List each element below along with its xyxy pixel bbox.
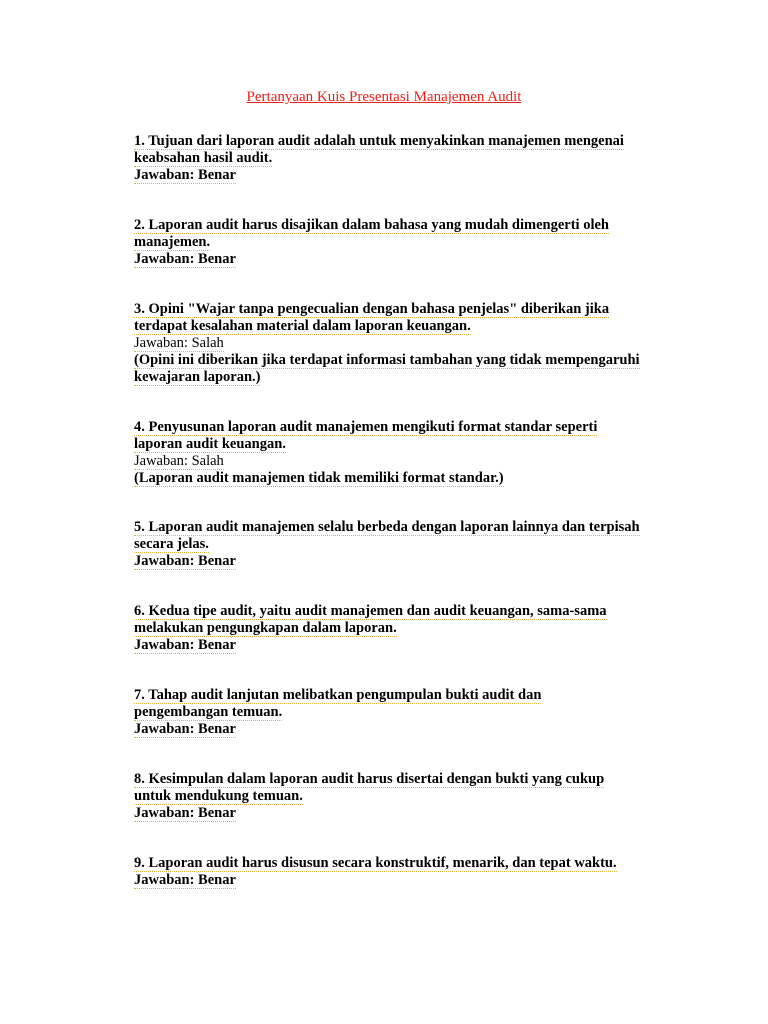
question-text-line-text: keabsahan hasil audit.	[134, 150, 273, 166]
answer-line	[134, 251, 694, 268]
answer-line-text: Jawaban: Benar	[134, 872, 236, 888]
question-text-line-text: 8. Kesimpulan dalam laporan audit harus disertai dengan bukti yang cukup	[134, 771, 605, 787]
answer-line-text: Jawaban: Benar	[134, 805, 236, 821]
answer-line-text: Jawaban: Benar	[134, 721, 236, 737]
answer-line-text: Jawaban: Salah	[134, 453, 224, 469]
answer-line-text: Jawaban: Salah	[134, 335, 224, 351]
answer-note-line	[134, 369, 694, 386]
answer-line-text: Jawaban: Benar	[134, 637, 236, 653]
question-text-line-text: 7. Tahap audit lanjutan melibatkan pengumpulan bukti audit dan	[134, 687, 542, 703]
question-text-line	[134, 419, 694, 436]
question-text-line	[134, 788, 694, 805]
question-item	[134, 519, 694, 570]
answer-note-line	[134, 470, 694, 487]
question-text-line	[134, 687, 694, 704]
page-title-text: Pertanyaan Kuis Presentasi Manajemen Audit	[246, 89, 522, 105]
question-text-line-text: secara jelas.	[134, 536, 209, 552]
question-text-line	[134, 234, 694, 251]
question-text-line-text: 9. Laporan audit harus disusun secara konstruktif, menarik, dan tepat waktu.	[134, 855, 617, 871]
question-item	[134, 603, 694, 654]
answer-note-line-text: (Laporan audit manajemen tidak memiliki format standar.)	[134, 470, 504, 486]
question-text-line	[134, 519, 694, 536]
question-text-line	[134, 301, 694, 318]
question-item	[134, 855, 694, 889]
question-item	[134, 217, 694, 268]
answer-line-text: Jawaban: Benar	[134, 167, 236, 183]
answer-line	[134, 637, 694, 654]
question-text-line	[134, 217, 694, 234]
question-text-line	[134, 620, 694, 637]
question-text-line-text: laporan audit keuangan.	[134, 436, 286, 452]
question-text-line	[134, 704, 694, 721]
question-text-line	[134, 771, 694, 788]
question-text-line-text: 5. Laporan audit manajemen selalu berbeda dengan laporan lainnya dan terpisah	[134, 519, 640, 535]
answer-line	[134, 335, 694, 352]
answer-note-line	[134, 352, 694, 369]
question-text-line	[134, 133, 694, 150]
question-item	[134, 687, 694, 738]
answer-line-text: Jawaban: Benar	[134, 553, 236, 569]
question-item	[134, 771, 694, 822]
question-text-line-text: melakukan pengungkapan dalam laporan.	[134, 620, 397, 636]
question-item	[134, 301, 694, 386]
page-title	[0, 88, 768, 106]
question-text-line	[134, 603, 694, 620]
question-text-line-text: pengembangan temuan.	[134, 704, 283, 720]
question-text-line	[134, 436, 694, 453]
question-text-line	[134, 150, 694, 167]
answer-line	[134, 872, 694, 889]
answer-line	[134, 805, 694, 822]
question-text-line-text: untuk mendukung temuan.	[134, 788, 303, 804]
question-text-line	[134, 318, 694, 335]
question-text-line-text: 4. Penyusunan laporan audit manajemen mengikuti format standar seperti	[134, 419, 598, 435]
question-item	[134, 133, 694, 184]
answer-line	[134, 553, 694, 570]
question-text-line-text: 3. Opini "Wajar tanpa pengecualian dengan bahasa penjelas" diberikan jika	[134, 301, 610, 317]
question-text-line-text: 2. Laporan audit harus disajikan dalam bahasa yang mudah dimengerti oleh	[134, 217, 609, 233]
question-text-line-text: 1. Tujuan dari laporan audit adalah untuk menyakinkan manajemen mengenai	[134, 133, 624, 149]
answer-line-text: Jawaban: Benar	[134, 251, 236, 267]
answer-note-line-text: kewajaran laporan.)	[134, 369, 261, 385]
answer-note-line-text: (Opini ini diberikan jika terdapat informasi tambahan yang tidak mempengaruhi	[134, 352, 640, 368]
question-text-line-text: manajemen.	[134, 234, 211, 250]
answer-line	[134, 453, 694, 470]
answer-line	[134, 167, 694, 184]
question-text-line	[134, 855, 694, 872]
question-text-line	[134, 536, 694, 553]
question-item	[134, 419, 694, 487]
question-text-line-text: terdapat kesalahan material dalam laporan keuangan.	[134, 318, 471, 334]
question-text-line-text: 6. Kedua tipe audit, yaitu audit manajemen dan audit keuangan, sama-sama	[134, 603, 607, 619]
answer-line	[134, 721, 694, 738]
